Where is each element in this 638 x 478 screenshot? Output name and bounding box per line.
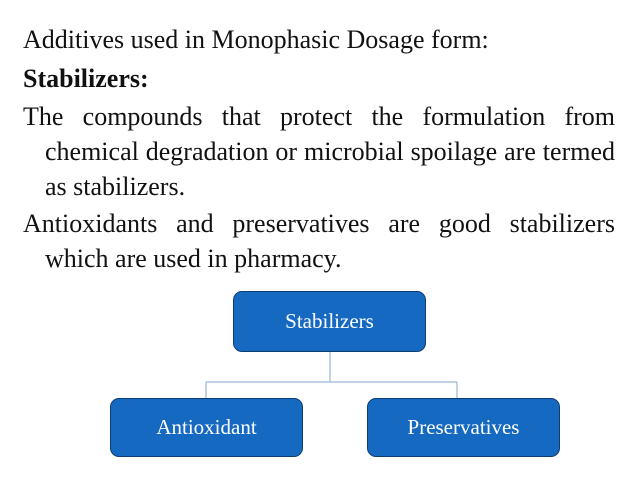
- section-heading: Stabilizers:: [23, 64, 149, 93]
- examples-paragraph: Antioxidants and preservatives are good stabilizers which are used in pharmacy.: [23, 209, 615, 273]
- diagram-node-antioxidant: Antioxidant: [110, 398, 303, 457]
- diagram-node-stabilizers: Stabilizers: [233, 291, 426, 352]
- diagram-node-preservatives: Preservatives: [367, 398, 560, 457]
- intro-line: Additives used in Monophasic Dosage form:: [23, 25, 489, 54]
- definition-paragraph: The compounds that protect the formulation from chemical degradation or microbial spoilage are termed as stabilizers.: [23, 102, 615, 201]
